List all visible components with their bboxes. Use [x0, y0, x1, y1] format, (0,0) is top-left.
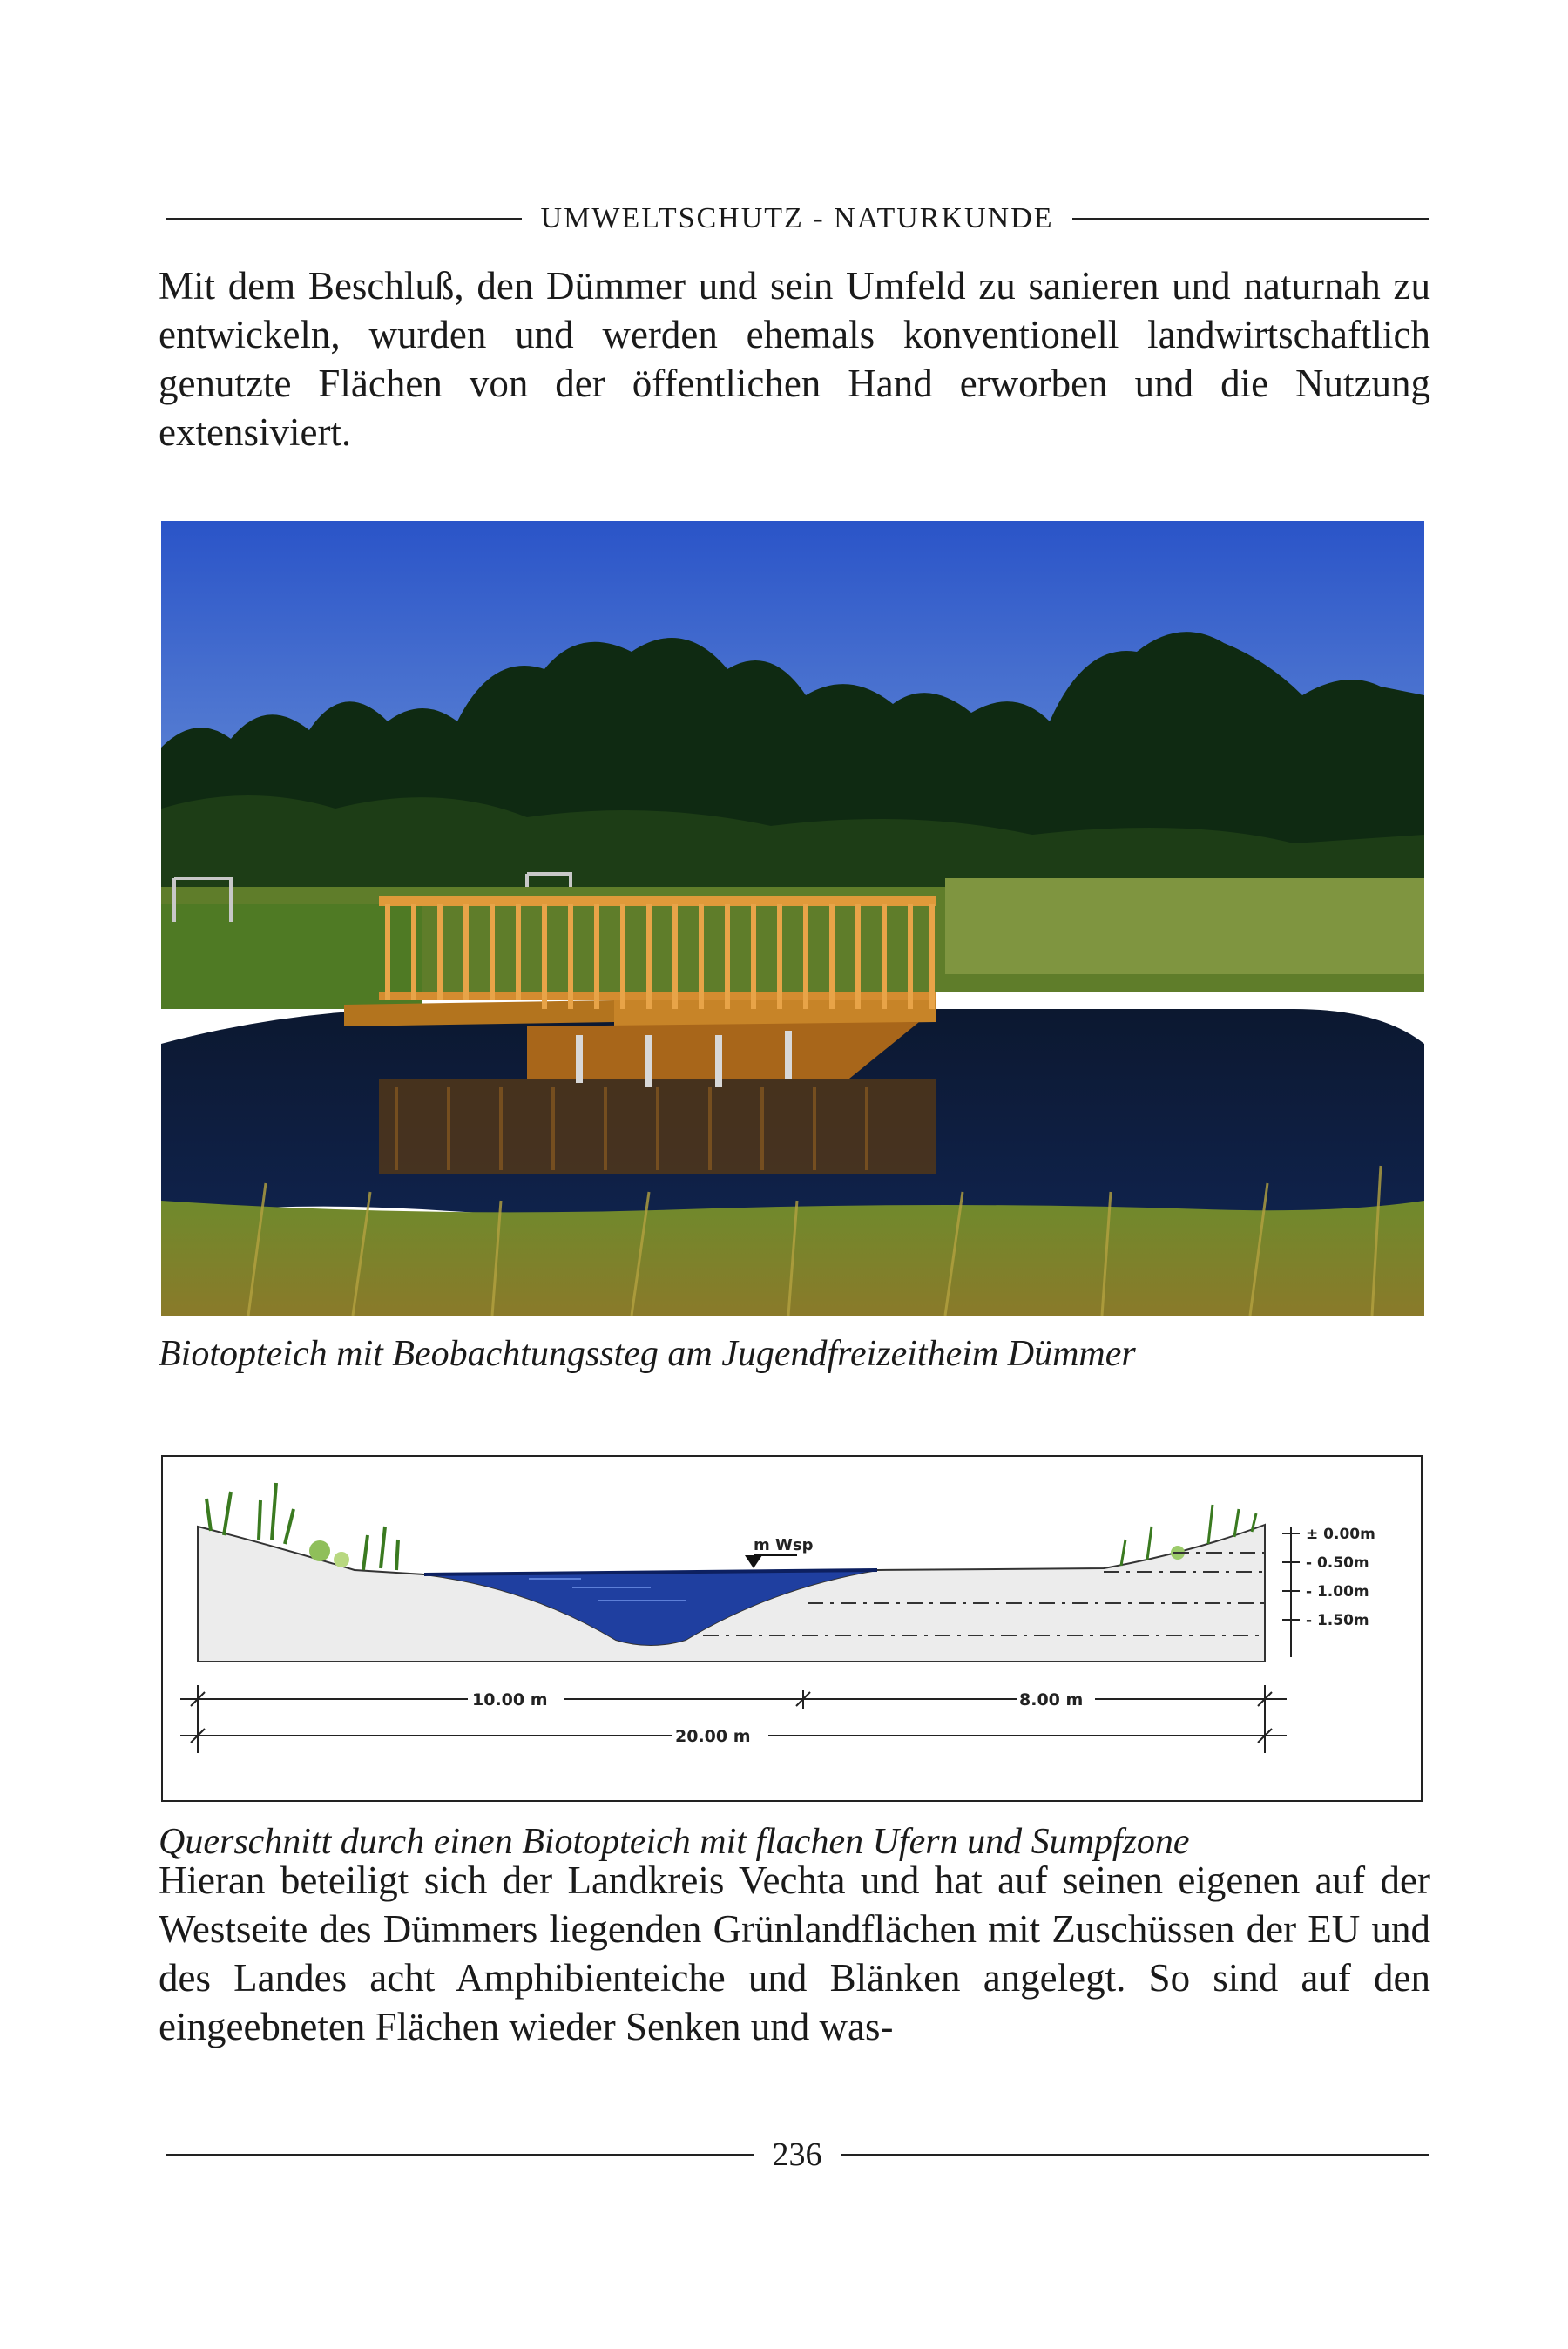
diagram-caption: Querschnitt durch einen Biotopteich mit flachen Ufern und Sumpfzone [159, 1822, 1190, 1862]
header-rule-left [166, 218, 522, 220]
page-footer [166, 2133, 1429, 2176]
pond-photo [161, 521, 1424, 1316]
header-rule-right [1072, 218, 1429, 220]
footer-rule-left [166, 2154, 754, 2156]
running-header-title: UMWELTSCHUTZ - NATURKUNDE [540, 202, 1054, 234]
dim-label-left: 10.00 m [472, 1690, 548, 1709]
page-number: 236 [772, 2136, 822, 2173]
footer-rule-right [841, 2154, 1429, 2156]
photo-caption: Biotopteich mit Beobachtungssteg am Jugendfreizeitheim Dümmer [159, 1334, 1136, 1374]
depth-label-1: - 0.50m [1306, 1554, 1369, 1572]
body-paragraph-2: Hieran beteiligt sich der Landkreis Vechta und hat auf seinen eigenen auf der Westseite des Dümmers liegenden Grünlandflächen mit Zuschüssen der EU und des Landes acht Amphibienteiche und Blänken angelegt. So sind auf den eingeebneten Flächen wieder Senken und was- [159, 1858, 1430, 2048]
cross-section-diagram [161, 1455, 1423, 1802]
dim-label-right: 8.00 m [1019, 1690, 1084, 1709]
running-header [166, 197, 1429, 240]
depth-label-0: ± 0.00m [1306, 1526, 1375, 1543]
depth-label-2: - 1.00m [1306, 1583, 1369, 1601]
body-paragraph-1: Mit dem Beschluß, den Dümmer und sein Umfeld zu sanieren und naturnah zu entwickeln, wurden und werden ehemals konventionell landwirtschaftlich genutzte Flächen von der öffentlichen Hand erworben und die Nutzung extensiviert. [159, 264, 1430, 454]
water-level-label: m Wsp [754, 1536, 814, 1554]
depth-label-3: - 1.50m [1306, 1612, 1369, 1629]
dim-label-total: 20.00 m [675, 1727, 751, 1746]
